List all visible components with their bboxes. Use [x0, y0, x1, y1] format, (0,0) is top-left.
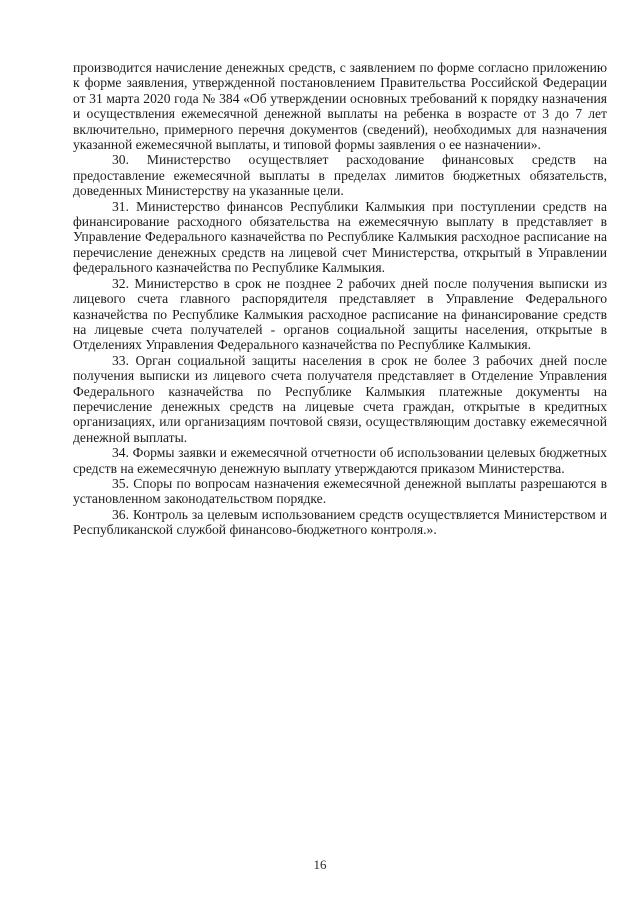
- paragraph-32: 32. Министерство в срок не позднее 2 рабочих дней после получения выписки из лицевого счета главного распорядителя представляет в Управление Федерального казначейства по Республике Калмыкия расходное расписание на финансирование средств на лицевые счета получателей - органов социальной защиты населения, открытые в Отделениях Управления Федерального казначейства по Республике Калмыкия.: [73, 275, 607, 353]
- continuation-paragraph: производится начисление денежных средств, с заявлением по форме согласно приложению к форме заявления, утвержденной постановлением Правительства Российской Федерации от 31 марта 2020 года № 384 «Об утверждении основных требований к порядку назначения и осуществления ежемесячной денежной выплаты на ребенка в возрасте от 3 до 7 лет включительно, примерного перечня документов (сведений), необходимых для назначения указанной ежемесячной выплаты, и типовой формы заявления о ее назначении».: [73, 60, 607, 153]
- paragraph-33: 33. Орган социальной защиты населения в срок не более 3 рабочих дней после получения выписки из лицевого счета получателя представляет в Отделение Управления Федерального казначейства по Республике Калмыкия платежные документы на перечисление денежных средств на лицевые счета граждан, открытые в кредитных организациях, или организациям почтовой связи, осуществляющим доставку ежемесячной денежной выплаты.: [73, 352, 607, 445]
- paragraph-35: 35. Споры по вопросам назначения ежемесячной денежной выплаты разрешаются в установленном законодательством порядке.: [73, 475, 607, 507]
- paragraph-30: 30. Министерство осуществляет расходование финансовых средств на предоставление ежемесячной выплаты в пределах лимитов бюджетных обязательств, доведенных Министерству на указанные цели.: [73, 152, 607, 199]
- document-body: [73, 60, 607, 538]
- paragraph-34: 34. Формы заявки и ежемесячной отчетности об использовании целевых бюджетных средств на ежемесячную денежную выплату утверждаются приказом Министерства.: [73, 445, 607, 476]
- paragraph-36: 36. Контроль за целевым использованием средств осуществляется Министерством и Республиканской службой финансово-бюджетного контроля.».: [73, 506, 607, 538]
- page-number: 16: [313, 857, 327, 872]
- paragraph-31: 31. Министерство финансов Республики Калмыкия при поступлении средств на финансирование расходного обязательства на ежемесячную выплату в представляет в Управление Федерального казначейства по Республике Калмыкия расходное расписание на перечисление денежных средств на лицевой счет Министерства, открытый в Управлении федерального казначейства по Республике Калмыкия.: [73, 198, 607, 276]
